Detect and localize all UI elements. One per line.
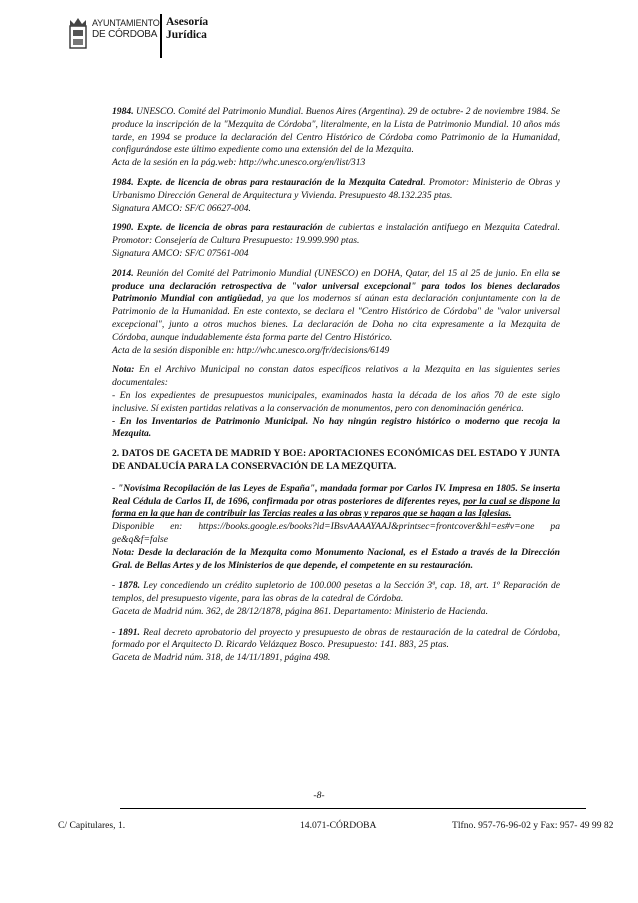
paragraph-line: [112, 483, 560, 521]
text-run: Acta de la sesión en la pág.web: http://whc.unesco.org/en/list/313: [112, 157, 366, 169]
paragraph: [112, 580, 560, 618]
footer-address: C/ Capitulares, 1.: [58, 820, 126, 831]
paragraph: [112, 268, 560, 358]
paragraph: [112, 364, 560, 441]
text-run: Signatura AMCO: SF/C 06627-004.: [112, 202, 251, 214]
paragraph-line: [112, 652, 560, 665]
department-title-line-2: Jurídica: [166, 29, 207, 41]
logo-line-2: DE CÓRDOBA: [92, 29, 158, 40]
text-run: - "Novísima Recopilación de las Leyes de España", mandada formar por Carlos IV. Impresa en 1805. Se inserta Real Cédula de Carlos II, de 1696, confirmada por otras posteriores de diferentes reyes,: [112, 482, 560, 507]
paragraph: [112, 483, 560, 573]
footer-postal-code: 14.071-CÓRDOBA: [300, 820, 377, 831]
text-run: por la cual se dispone la forma en la que han de contribuir las Tercias reales a las obras y reparos que se hagan a las Iglesias.: [112, 495, 560, 520]
footer-phone-fax: Tlfno. 957-76-96-02 y Fax: 957- 49 99 82: [452, 820, 614, 831]
department-title-line-1: Asesoría: [166, 16, 209, 28]
paragraph-line: [112, 157, 560, 170]
text-run: - En los Inventarios de Patrimonio Municipal. No hay ningún registro histórico o moderno que recoja la Mezquita.: [112, 415, 560, 440]
text-run: Real decreto aprobatorio del proyecto y presupuesto de obras de restauración de la catedral de Córdoba, formado por el Arquitecto D. Ricardo Velázquez Bosco. Presupuesto: 141. 883, 25 ptas.: [112, 626, 560, 651]
text-run: Gaceta de Madrid núm. 318, de 14/11/1891, página 498.: [112, 652, 331, 664]
page-number: -8-: [313, 790, 325, 801]
text-run: 1990. Expte. de licencia de obras para restauración: [112, 222, 323, 234]
city-coat-of-arms-icon: [66, 16, 90, 52]
text-run: En el Archivo Municipal no constan datos específicos relativos a la Mezquita en las siguientes series documentales:: [112, 364, 560, 389]
text-run: se produce una declaración retrospectiva de "valor universal excepcional" para todos los bienes declarados Patrimonio Mundial con antigüedad: [112, 267, 560, 305]
paragraph-line: [112, 345, 560, 358]
paragraph-line: [112, 521, 560, 547]
paragraph-line: [112, 390, 560, 416]
text-run: Nota:: [112, 364, 135, 376]
text-run: 2. DATOS DE GACETA DE MADRID Y BOE: APORTACIONES ECONÓMICAS DEL ESTADO Y JUNTA DE ANDALUCÍA PARA LA CONSERVACIÓN DE LA MEZQUITA.: [112, 448, 560, 472]
paragraph: [112, 177, 560, 215]
paragraph-line: [112, 364, 560, 390]
text-run: - 1891.: [112, 626, 140, 638]
paragraph: [112, 106, 560, 170]
paragraph-line: [112, 268, 560, 345]
paragraph-line: [112, 627, 560, 653]
text-run: - En los expedientes de presupuestos municipales, examinados hasta la década de los años 70 de este siglo inclusive. Sí existen partidas relativas a la conservación de monumentos, pero con denominación genérica.: [112, 389, 560, 414]
paragraph-line: [112, 222, 560, 248]
text-run: 1984.: [112, 106, 134, 117]
text-run: Disponible en: https://books.google.es/books?id=IBsvAAAAYAAJ&printsec=frontcover&hl=es#v=one pa ge&q&f=false: [112, 521, 560, 545]
text-run: Ley concediendo un crédito supletorio de 100.000 pesetas a la Sección 3ª, cap. 18, art. 1º Reparación de templos, del presupuesto vigente, para las obras de la catedral de Córdoba.: [112, 580, 560, 605]
city-logo-text: [92, 18, 160, 40]
paragraph: [112, 222, 560, 260]
text-run: Gaceta de Madrid núm. 362, de 28/12/1878, página 861. Departamento: Ministerio de Hacienda.: [112, 605, 488, 617]
paragraph: [112, 627, 560, 665]
paragraph-line: [112, 106, 560, 157]
paragraph-line: [112, 580, 560, 606]
text-run: de cubiertas e instalación antifuego en Mezquita Catedral. Promotor: Consejería de Cultura Presupuesto: 19.999.990 ptas.: [112, 222, 560, 247]
text-run: 1984. Expte. de licencia de obras para restauración de la Mezquita Catedral: [112, 176, 424, 188]
text-run: Signatura AMCO: SF/C 07561-004: [112, 247, 249, 259]
text-run: 2014.: [112, 267, 134, 279]
paragraph-line: [112, 606, 560, 619]
footer-divider: [120, 808, 586, 809]
text-run: . Promotor: Ministerio de Obras y Urbanismo Dirección General de Arquitectura y Vivienda. Presupuesto 48.132.235 ptas.: [112, 176, 560, 201]
department-title: [166, 16, 208, 42]
paragraph-line: [112, 416, 560, 442]
text-run: Acta de la sesión disponible en: http://whc.unesco.org/fr/decisions/6149: [112, 344, 390, 356]
text-run: Nota: Desde la declaración de la Mezquita como Monumento Nacional, es el Estado a través de la Dirección Gral. de Bellas Artes y de los Ministerios de que depende, el competente en su restauración.: [112, 546, 560, 571]
text-run: , ya que los modernos sí aúnan esta declaración conjuntamente con la de Patrimonio de la Humanidad. En este contexto, se declara el "Centro Histórico de Córdoba" de "valor universal excepcional", junto a otros muchos bienes. La declaración de Doha no cita expresamente a la Mezquita de Córdoba, aunque indudablemente ésta forma parte del Centro Histórico.: [112, 293, 560, 343]
paragraph: [112, 448, 560, 474]
text-run: UNESCO. Comité del Patrimonio Mundial. Buenos Aires (Argentina). 29 de octubre- 2 de noviembre 1984. Se produce la inscripción de la "Mezquita de Córdoba", literalmente, en la Lista de Patrimonio Mundial. 10 años más tarde, en 1994 se produce la declaración del Centro Histórico de Córdoba como Patrimonio de la Humanidad, configurándose este último expediente como una extensión del de la Mezquita.: [112, 106, 560, 156]
text-run: - 1878.: [112, 580, 141, 592]
paragraph-line: [112, 448, 560, 474]
paragraph-line: [112, 203, 560, 216]
paragraph-line: [112, 177, 560, 203]
text-run: Reunión del Comité del Patrimonio Mundial (UNESCO) en DOHA, Qatar, del 15 al 25 de junio. En ella: [133, 267, 552, 279]
logo-line-1: AYUNTAMIENTO: [92, 18, 160, 28]
document-body: [112, 106, 560, 672]
header-divider: [160, 14, 162, 58]
paragraph-line: [112, 248, 560, 261]
paragraph-line: [112, 547, 560, 573]
